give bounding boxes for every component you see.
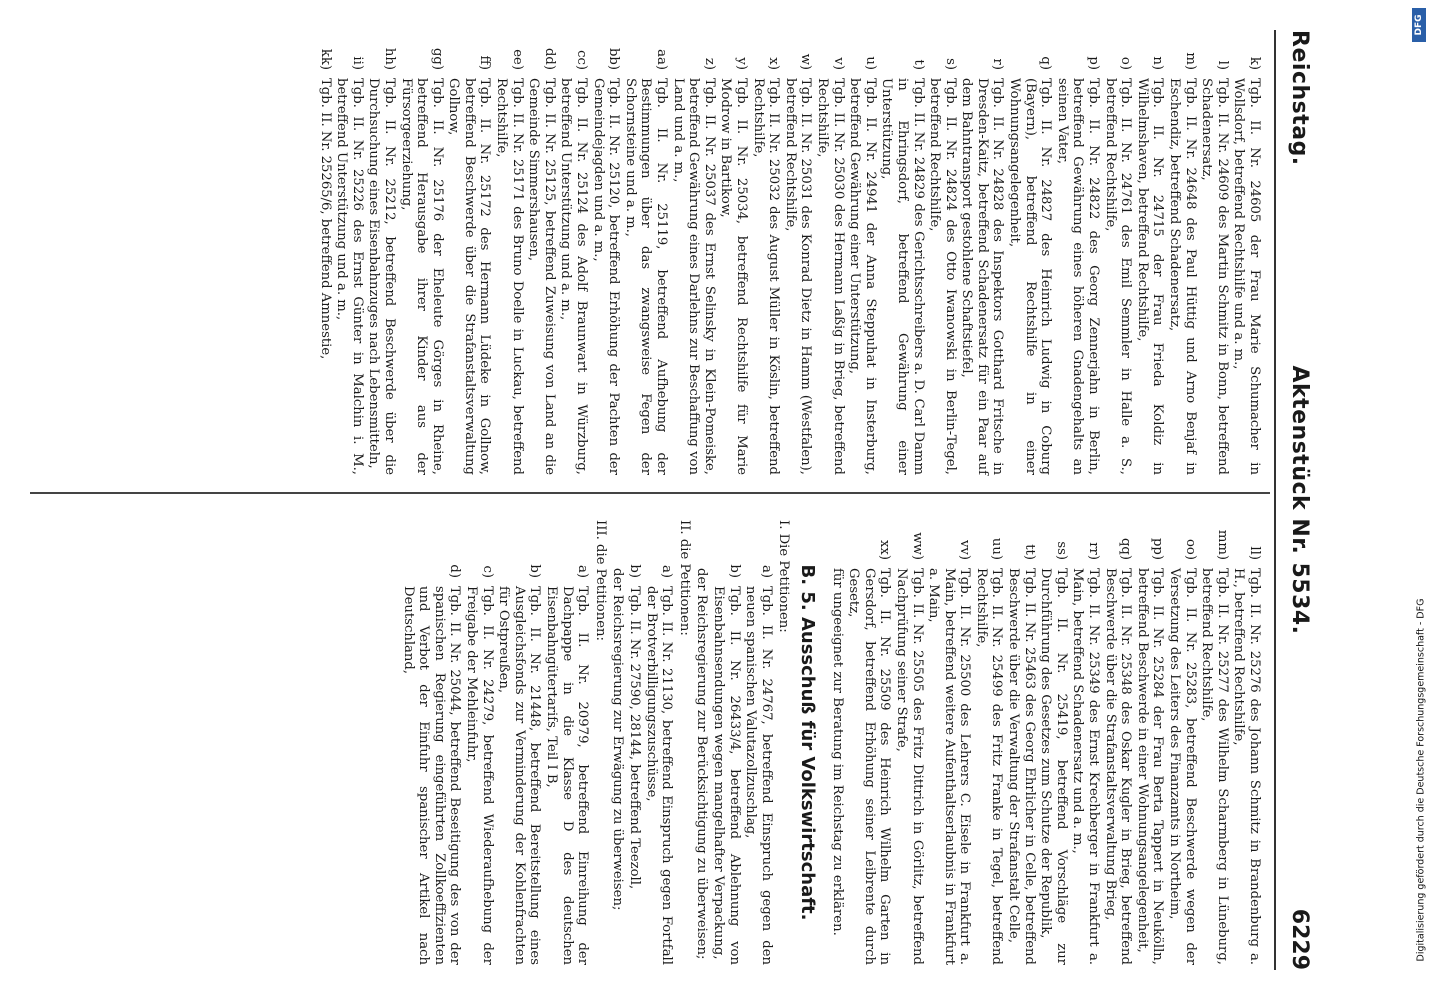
group-3-items [400,538,590,965]
petition-entry [1134,30,1165,475]
entry-label: c) [479,565,495,578]
right-column-entries [829,520,1262,965]
entry-label: ww) [909,532,925,560]
petition-entry [893,520,924,965]
entry-text: Tgb. II. Nr. 25500 des Lehrers C. Eisele in Frankfurt a. Main, betreffend weitere Aufenthaltserlaubnis in Frankfurt a. Main, [926,568,973,965]
entry-text: Tgb. II. Nr. 25172 des Hermann Lüdeke in Gollnow, betreffend Beschwerde über die Strafanstaltsverwaltung Gollnow, [446,78,493,475]
entry-label: s) [942,58,958,70]
group-1-numeral: I. [776,520,792,530]
petition-entry [622,30,669,475]
entry-label: aa) [654,49,670,70]
page-number: 6229 [1287,908,1312,970]
petition-entry [1231,520,1262,965]
entry-label: b) [726,564,742,578]
entry-text: Tgb. II. Nr. 25276 des Johann Schmitz in Brandenburg a. H., betreffend Rechtshilfe, [1231,568,1262,965]
petition-entry [1166,30,1197,475]
petition-entry [317,30,333,475]
entry-text: Tgb. II. Nr. 25176 der Eheleute Görges in Rheine, betreffend Herausgabe ihrer Kinder aus der Fürsorgeerziehung, [398,78,445,475]
entry-label: r) [990,58,1006,70]
petition-entry [494,30,525,475]
petition-entry [782,30,813,475]
petition-entry [1006,520,1037,965]
entry-label: rr) [1086,542,1102,560]
entry-text: Tgb. II. Nr. 25037 des Ernst Selinsky in Klein-Pomeiske, betreffend Gewährung eines Darlehns zur Beschaffung von Land und a. m., [670,78,717,475]
entry-text: Tgb. II. Nr. 27590, 28144, betreffend Teezoll, [627,586,643,890]
petition-entry [543,538,590,965]
entry-label: a) [659,564,675,578]
section-b-intro-text: Die Petitionen: [776,533,792,633]
group-2-intro [676,520,692,965]
petition-entry [926,520,973,965]
digitization-credit: Digitalisierung gefördert durch die Deutsche Forschungsgemeinschaft - DFG [1415,598,1427,962]
petition-entry [1134,520,1165,965]
petition-entry [1102,520,1133,965]
entry-text: Tgb. II. Nr. 25120, betreffend Erhöhung der Pachten der Gemeindejagden und a. m., [590,78,622,475]
entry-label: q) [1038,56,1054,70]
petition-entry [464,538,495,965]
entry-text: Tgb. II. Nr. 25283, betreffend Beschwerde wegen der Versetzung des Leiters des Finanzamts in Northeim, [1167,568,1198,965]
entry-label: w) [798,53,814,70]
entry-text: Tgb. II. Nr. 21130, betreffend Einspruch gegen Fortfall der Brotverbilligungszuschüsse, [643,586,675,965]
entry-text: Tgb. II. Nr. 24648 des Paul Hüttig und Arno Benjaf in Eschendiz, betreffend Schadenersatz, [1167,78,1198,475]
entry-label: qq) [1118,537,1134,560]
dfg-logo-text: DFG [1414,14,1424,36]
petition-entry [846,520,893,965]
petition-entry [959,30,1006,475]
entry-label: gg) [429,47,445,70]
entry-text: Tgb. II. Nr. 25499 des Fritz Franke in Tegel, betreffend Rechtshilfe, [973,568,1005,965]
entry-text: Tgb. II. Nr. 25171 des Bruno Doelle in Luckau, betreffend Rechtshilfe, [494,78,525,475]
header-rule [1274,30,1276,970]
entry-text: Tgb. II. Nr. 25125, betreffend Zuweisung von Land an die Gemeinde Simmershausen, [526,78,557,475]
entry-text: Tgb. II. Nr. 24827 des Heinrich Ludwig in Coburg (Bayern), betreffend Rechtshilfe in einer Wohnungsangelegenheit, [1007,78,1054,475]
group-3-intro-text: die Petitionen: [592,544,608,641]
entry-text: Tgb. II. Nr. 24828 des Inspektors Gotthard Fritsche in Dresden-Kaitz, betreffend Schadenersatz für ein Paar auf dem Bahntransport gestohlene Schaftstiefel, [959,78,1006,475]
group-1-conclusion: der Reichsregierung zur Berücksichtigung zu überweisen; [694,568,710,960]
entry-text: Tgb. II. Nr. 25419, betreffend Vorschläge zur Durchführung des Gesetzes zum Schutze der Republik, [1038,568,1069,965]
entry-label: v) [830,57,846,70]
section-b-intro [776,520,792,965]
entry-text: Tgb. II. Nr. 20979, betreffend Einreihung der Dachpappe in die Klasse D des deutschen Eisenbahngütertarifs, Teil I B, [544,586,591,965]
section-b-heading: B. 5. Ausschuß für Volkswirtschaft. [796,564,818,921]
entry-label: d) [447,564,463,578]
petition-entry [400,538,462,965]
group-1-items [710,538,773,965]
entry-text: Tgb. II. Nr. 25124 des Adolf Braunwart in Würzburg, betreffend Unterstützung und a. m., [558,78,590,475]
petition-entry [526,30,557,475]
entry-label: kk) [317,48,333,70]
petition-entry [973,520,1004,965]
petition-entry [743,538,774,965]
entry-text: Tgb. II. Nr. 26433/4, betreffend Ablehnung von Eisenbahnsendungen wegen mangelhafter Verpackung, [711,586,742,965]
petition-entry [710,538,741,965]
entry-label: t) [910,59,926,70]
entry-label: u) [862,56,878,70]
entry-text: Tgb. II. Nr. 25031 des Konrad Dietz in Hamm (Westfalen), betreffend Rechtshilfe, [782,78,814,475]
entry-label: hh) [381,47,397,70]
entry-label: a) [575,564,591,578]
petition-entry [670,30,717,475]
header-title: Aktenstück Nr. 5534. [1287,365,1312,635]
entry-text: Tgb. II. Nr. 25509 des Heinrich Wilhelm Garten in Gersdorf, betreffend Erhöhung seiner Leibrente durch Gesetz, [846,568,893,965]
petition-entry [590,30,621,475]
petition-entry [1070,520,1101,965]
petition-entry [847,30,878,475]
petition-entry [750,30,781,475]
entry-label: vv) [957,539,973,560]
group-3-numeral: III. [592,520,608,540]
entry-label: bb) [606,47,622,70]
petition-entry [814,30,845,475]
petition-entry [558,30,589,475]
petition-entry [1102,30,1133,475]
entry-label: ee) [509,49,525,70]
entry-label: dd) [541,47,557,70]
entry-text: Tgb. II. Nr. 25277 des Wilhelm Scharmberg in Lüneburg, betreffend Rechtshilfe, [1199,568,1230,965]
group-2-conclusion: der Reichsregierung zur Erwägung zu überweisen; [610,568,626,911]
entry-text: Tgb. II. Nr. 25349 des Ernst Krechberger in Frankfurt a. Main, betreffend Schadenersatz und a. m., [1070,568,1102,965]
entry-text: für ungeeignet zur Beratung im Reichstag zu erklären. [829,568,845,936]
entry-label: y) [734,57,749,70]
left-column [316,30,1262,475]
petition-entry [446,30,493,475]
entry-text: Tgb. II. Nr. 24609 des Martin Schmitz in Bonn, betreffend Schadenersatz, [1199,78,1230,475]
entry-label: ii) [349,56,365,70]
group-2-numeral: II. [676,520,692,535]
petition-entry [1231,30,1262,475]
entry-text: Tgb. II. Nr. 25044, betreffend Beseitigung des von der spanischen Regierung eingeführten Zollkoeffizienten und Verbot der Einfuhr spanischer Artikel nach Deutschland, [400,586,463,965]
entry-label: k) [1247,56,1262,70]
right-column [399,520,1262,965]
entry-text: Tgb. II. Nr. 24761 des Emil Semmler in Halle a. S., betreffend Rechtshilfe, [1102,78,1134,475]
header-left: Reichstag. [1287,30,1312,166]
entry-text: Tgb. II. Nr. 25119, betreffend Aufhebung der Bestimmungen über das zwangsweise Fegen der Schornsteine und a. m., [622,78,670,475]
petition-entry [626,538,642,965]
entry-label: ff) [477,55,493,70]
entry-label: p) [1086,56,1102,70]
petition-entry [334,30,365,475]
petition-entry [1038,520,1069,965]
entry-label: n) [1150,56,1166,70]
entry-text: Tgb. II. Nr. 25348 des Oskar Kugler in Brieg, betreffend Beschwerde über die Strafanstaltsverwaltung Brieg, [1102,568,1134,965]
entry-text: Tgb. II. Nr. 24941 der Anna Steppuhat in Insterburg, betreffend Gewährung einer Unterstützung, [847,78,878,475]
petition-entry [879,30,926,475]
petition-entry [1199,30,1230,475]
entry-text: Tgb. II. Nr. 24824 des Otto Iwanowski in Berlin-Tegel, betreffend Rechtshilfe, [927,78,958,475]
entry-label: xx) [877,539,893,560]
entry-label: z) [701,57,717,70]
entry-label: x) [766,57,782,70]
group-3-intro [592,520,608,965]
entry-label: tt) [1021,544,1037,560]
entry-label: mm) [1214,529,1230,560]
dfg-logo [1412,8,1426,42]
entry-text: Tgb. II. Nr. 25030 des Hermann Laßig in Brieg, betreffend Rechtshilfe, [814,78,846,475]
group-2-items [626,538,674,965]
column-divider [30,492,1270,494]
entry-label: o) [1118,56,1134,70]
petition-entry [398,30,445,475]
side-strip [1408,0,1434,1000]
petition-entry [829,520,845,965]
entry-text: Tgb. II. Nr. 25505 des Fritz Dittrich in Görlitz, betreffend Nachprüfung seiner Strafe, [893,568,925,965]
entry-text: Tgb. II. Nr. 25284 der Frau Berta Tappert in Neukölln, betreffend Beschwerde in einer Wohnungsangelegenheit, [1134,568,1166,965]
entry-label: cc) [574,50,590,70]
entry-text: Tgb. II. Nr. 24822 des Georg Zennerjahn in Berlin, betreffend Gewährung eines höheren Gnadengehalts an seinen Vater, [1054,78,1102,475]
entry-label: b) [527,564,543,578]
entry-text: Tgb. II. Nr. 24279, betreffend Wiederaufhebung der Freigabe der Mehleinfuhr, [464,586,495,965]
entry-label [829,520,845,568]
entry-text: Tgb. II. Nr. 24829 des Gerichtsschreibers a. D. Carl Damm in Ehringsdorf, betreffend Gewährung einer Unterstützung, [879,78,926,475]
petition-entry [1054,30,1101,475]
petition-entry [718,30,749,475]
petition-entry [496,538,543,965]
entry-label: ss) [1053,541,1069,560]
entry-text: Tgb. II. Nr. 25463 des Georg Ehrlicher in Celle, betreffend Beschwerde über die Verwaltung der Strafanstalt Celle, [1006,568,1037,965]
petition-entry [643,538,674,965]
entry-label: pp) [1150,537,1166,560]
entry-label: uu) [989,537,1005,560]
petition-entry [1166,520,1197,965]
entry-text: Tgb. II. Nr. 25226 des Ernst Günter in Malchin i. M., betreffend Unterstützung und a. m., [334,78,365,475]
entry-text: Tgb. II. Nr. 25032 des August Müller in Köslin, betreffend Rechtshilfe, [750,78,782,475]
entry-text: Tgb. II. Nr. 25034, betreffend Rechtshilfe für Marie Modrow in Bartikow, [718,78,749,475]
entry-text: Tgb. II. Nr. 24767, betreffend Einspruch gegen den neuen spanischen Valutazollzuschlag, [743,586,774,965]
entry-label: m) [1182,52,1198,70]
entry-label: a) [758,564,774,578]
entry-text: Tgb. II. Nr. 25265/6, betreffend Amnestie, [317,78,333,360]
petition-entry [1199,520,1230,965]
petition-entry [366,30,397,475]
entry-label: b) [627,564,643,578]
group-2-intro-text: die Petitionen: [676,538,692,636]
entry-label: ll) [1247,546,1262,560]
entry-label: l) [1214,60,1230,70]
petition-entry [927,30,958,475]
entry-label: oo) [1182,538,1198,560]
petition-entry [1007,30,1054,475]
entry-text: Tgb. II. Nr. 24715 der Frau Frieda Koldiz in Wilhelmshaven, betreffend Rechtshilfe, [1134,78,1166,475]
entry-text: Tgb. II. Nr. 24605 der Frau Marie Schumacher in Wollsdorf, betreffend Rechtshilfe und a. m., [1231,78,1262,475]
entry-text: Tgb. II. Nr. 25212, betreffend Beschwerde über die Durchsuchung eines Eisenbahnzuges nach Lebensmitteln, [366,78,397,475]
page-header [1272,30,1312,970]
entry-text: Tgb. II. Nr. 21448, betreffend Bereitstellung eines Ausgleichsfonds zur Verminderung der Kohlenfrachten für Ostpreußen, [496,586,543,965]
